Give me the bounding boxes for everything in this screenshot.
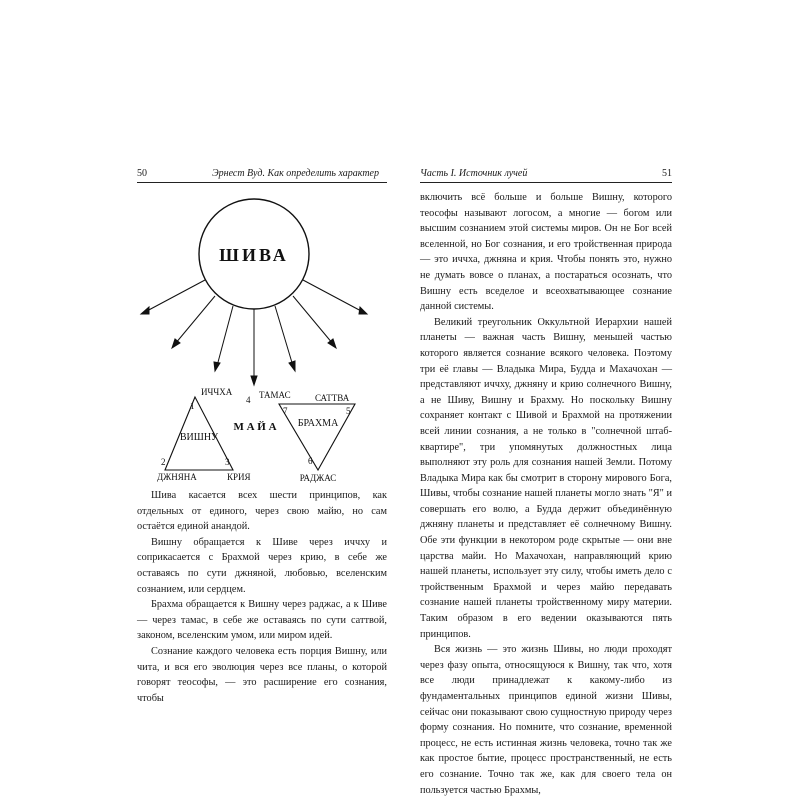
ray-5: [275, 306, 293, 366]
ichchha-label: ИЧЧХА: [201, 387, 233, 397]
num-7: 7: [283, 406, 288, 416]
right-running-title: Часть I. Источник лучей: [420, 168, 528, 179]
paragraph: Вишну обращается к Шиве через иччху и соприкасается с Брахмой через крию, в себе же оставаясь по сути джняной, любовью, вселенским сознанием, или сердцем.: [137, 536, 387, 595]
right-running-head: [420, 168, 672, 183]
paragraph: Шива касается всех шести принципов, как отдельных от единого, через свою майю, но сам остаётся единой анандой.: [137, 490, 387, 533]
brahma-label: БРАХМА: [297, 418, 339, 429]
kriya-label: КРИЯ: [227, 472, 251, 482]
num-1: 1: [190, 401, 195, 411]
left-page-number: 50: [137, 168, 147, 179]
ray-2: [175, 296, 215, 344]
rajas-label: РАДЖАС: [299, 473, 337, 483]
vishnu-label: ВИШНУ: [179, 432, 219, 443]
rays: [141, 280, 367, 385]
sattva-label: САТТВА: [315, 393, 350, 403]
right-body-text: [420, 190, 672, 798]
right-page-number: 51: [662, 168, 672, 179]
left-running-head: [137, 168, 387, 183]
paragraph: Вся жизнь — это жизнь Шивы, но люди проходят через фазу опыта, относящуюся к Вишну, так что, хотя все люди принадлежат к какому-либо из фундаментальных принципов единой жизни Шивы, сейчас они показывают свою сущностную природу через форму сознания. Но помните, что сознание, временной процесс, не есть истинная жизнь человека, точно так же как простое бытие, процесс пространственный, не есть его сознание. Точно так же, как для своего тела он пользуется частью Брахмы,: [420, 644, 672, 796]
left-running-title: Эрнест Вуд. Как определить характер: [212, 168, 379, 179]
num-6: 6: [308, 456, 313, 466]
ray-1: [145, 280, 205, 312]
left-body-text: [137, 488, 387, 706]
paragraph: включить всё больше и больше Вишну, которого теософы называют логосом, а многие — богом или высшим сознанием этой системы миров. Он не Бог всей вселенной, но Бог сознания, и его тройственная природа — это иччха, джняна и крия. Чтобы понять это, нужно не думать вовсе о планах, а постараться осознать, что Вишну есть вседелое и всеохватывающее сознание данной системы.: [420, 192, 672, 313]
tamas-label: ТАМАС: [259, 390, 291, 400]
paragraph: Сознание каждого человека есть порция Вишну, или чита, и вся его эволюция через все планы, о которой говорят теософы, — это расширение его сознания, чтобы: [137, 645, 387, 704]
maya-label: М А Й А: [233, 421, 277, 433]
num-2: 2: [161, 457, 166, 467]
shiva-label: ШИВА: [219, 245, 289, 265]
paragraph: Великий треугольник Оккультной Иерархии нашей планеты — важная часть Вишну, меньшей частью которого является сознание всякого человека. Поэтому три её главы — Владыка Мира, Будда и Махачохан — представляют иччху, джняну и крию солнечного Вишну, а не Шиву, Вишну и Брахму. Но поскольку Вишну сохраняет контакт с Шивой и Брахмой на протяжении всей линии сознания, а не только в "солнечной штаб-квартире", три упомянутых должностных лица выполняют эту роль для сознания нашей Земли. Потому Владыка Мира как бы смотрит в сторону мирового Бога, Шивы, чтобы сознание нашей планеты могло знать "Я" и совершать его волю, а Будда держит объединённую джняну планеты и представляет её солнечному Вишну. Обе эти функции в некотором роде скрытые — они вне царства майи. Но Махачохан, направляющий крию нашей планеты, использует эту силу, чтобы иметь дело с тройственным Брахмой и через майю передавать сознание нашей планеты тройственному миру материи. Таким образом в его ведении оказываются пять принципов.: [420, 316, 672, 640]
ray-7: [303, 280, 363, 312]
shiva-maya-diagram: [137, 194, 387, 484]
num-3: 3: [225, 457, 230, 467]
jnyana-label: ДЖНЯНА: [157, 472, 197, 482]
ray-3: [217, 306, 233, 366]
paragraph: Брахма обращается к Вишну через раджас, а к Шиве — через тамас, в себе же оставаясь по сути саттвой, законом, вселенским умом, или миром идей.: [137, 599, 387, 642]
right-triangle: [279, 404, 355, 470]
num-4: 4: [246, 395, 251, 405]
ray-6: [293, 296, 333, 344]
num-5: 5: [346, 406, 351, 416]
